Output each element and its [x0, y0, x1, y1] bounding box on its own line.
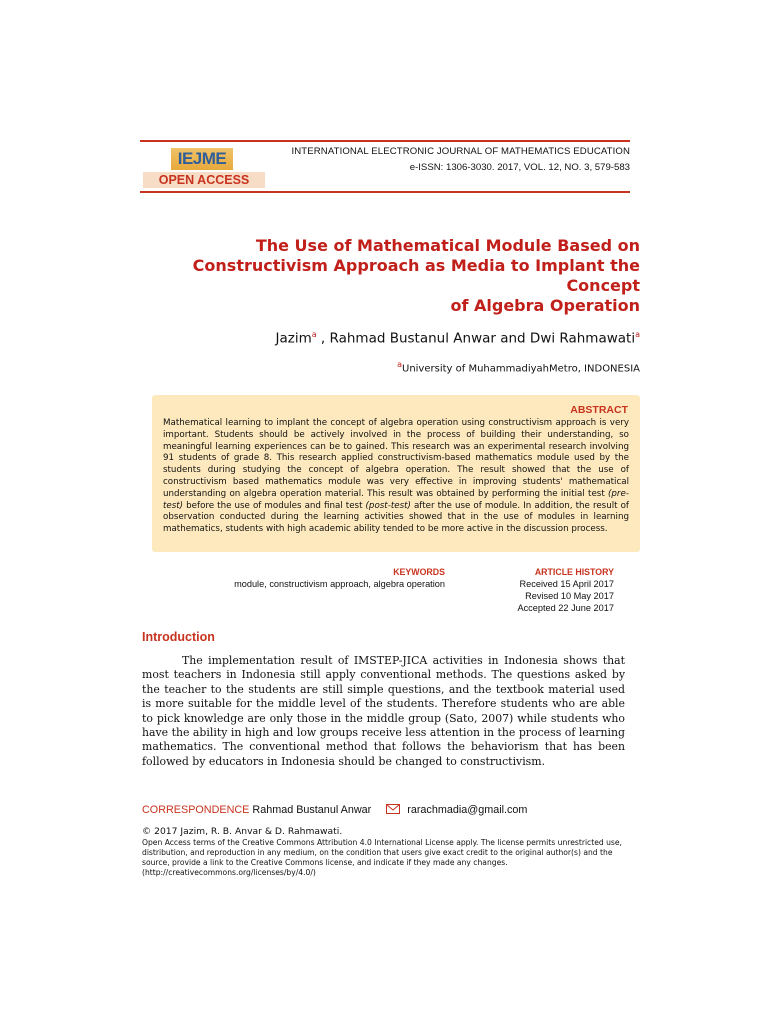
mail-icon	[386, 804, 400, 814]
title-line: Constructivism Approach as Media to Implant the Concept	[192, 256, 640, 295]
correspondence-label: CORRESPONDENCE	[142, 804, 250, 816]
issn-volume-line: e-ISSN: 1306-3030. 2017, VOL. 12, NO. 3, 579-583	[409, 162, 630, 173]
abstract-text-part: before the use of modules and final test	[183, 500, 366, 511]
correspondence-email[interactable]: rarachmadia@gmail.com	[407, 804, 528, 816]
license-text: Open Access terms of the Creative Commons Attribution 4.0 International License apply. The license permits unrestricted use, distribution, and reproduction in any medium, on the condition that users give exact credit to the original author(s) and the source, provide a link to the Creative Commons license, and indicate if they made any changes. (http://creativecommons.org/licenses/by/4.0/)	[142, 838, 622, 877]
title-line: of Algebra Operation	[450, 296, 640, 315]
received-date: Received 15 April 2017	[519, 579, 614, 589]
header-top-rule	[140, 140, 630, 142]
accepted-date: Accepted 22 June 2017	[517, 603, 614, 613]
header-bottom-rule	[140, 191, 630, 193]
correspondence-line	[142, 804, 527, 816]
paper-title	[140, 236, 640, 316]
journal-logo	[143, 148, 265, 188]
iejme-logo-mark: IEJME	[171, 148, 233, 170]
affiliation-marker: a	[311, 330, 317, 339]
revised-date: Revised 10 May 2017	[525, 591, 614, 601]
author-list	[200, 330, 640, 347]
open-access-badge: OPEN ACCESS	[143, 172, 265, 188]
license-block	[142, 826, 622, 878]
section-heading-introduction: Introduction	[142, 630, 215, 644]
abstract-text-part: Mathematical learning to implant the concept of algebra operation using constructivism approach is very important. Students should be actively involved in the process of building their understanding, so meaningful learning experiences can be to gained. This research was an experimental research involving 91 students of grade 8. This research applied constructivism-based mathematics module used by the students during studying the concept of algebra operation. The result showed that the use of constructivism based mathematics module was very effective in improving students' mathematical understanding on algebra operation material. This result was obtained by performing the initial test	[163, 418, 629, 499]
abstract-text-part: after the use of module. In addition, the result of observation conducted during the learning activities showed that in the use of modules in learning mathematics, students with high academic ability tended to be more active in the discussion process.	[163, 500, 629, 535]
introduction-paragraph: The implementation result of IMSTEP-JICA activities in Indonesia shows that most teachers in Indonesia still apply conventional methods. The questions asked by the teacher to the students are still simple questions, and the textbook material used is more suitable for the middle level of the students. Therefore students who are able to pick knowledge are only those in the middle group (Sato, 2007) while students who have the ability in high and low groups receive less attention in the process of learning mathematics. The conventional method that follows the behaviorism that has been followed by educators in Indonesia should be changed to constructivism.	[142, 654, 625, 768]
affiliation-marker: a	[635, 330, 640, 339]
abstract-pre-test: (pre-test)	[163, 488, 629, 511]
affiliation	[200, 360, 640, 374]
title-line: The Use of Mathematical Module Based on	[255, 236, 640, 255]
affiliation-marker: a	[397, 360, 402, 369]
author-name: Jazim	[275, 330, 312, 347]
abstract-text	[163, 418, 629, 536]
copyright-line: © 2017 Jazim, R. B. Anvar & D. Rahmawati.	[142, 826, 343, 837]
abstract-heading: ABSTRACT	[570, 404, 628, 416]
author-names: , Rahmad Bustanul Anwar and Dwi Rahmawati	[316, 330, 636, 347]
keywords-text: module, constructivism approach, algebra operation	[234, 579, 445, 589]
abstract-post-test: (post-test)	[365, 500, 411, 511]
affiliation-text: University of MuhammadiyahMetro, INDONESIA	[402, 363, 640, 375]
correspondence-name: Rahmad Bustanul Anwar	[249, 804, 372, 816]
abstract-box	[152, 395, 640, 552]
keywords-heading: KEYWORDS	[393, 567, 445, 577]
journal-name: INTERNATIONAL ELECTRONIC JOURNAL OF MATHEMATICS EDUCATION	[291, 146, 630, 157]
article-history-heading: ARTICLE HISTORY	[534, 567, 614, 577]
